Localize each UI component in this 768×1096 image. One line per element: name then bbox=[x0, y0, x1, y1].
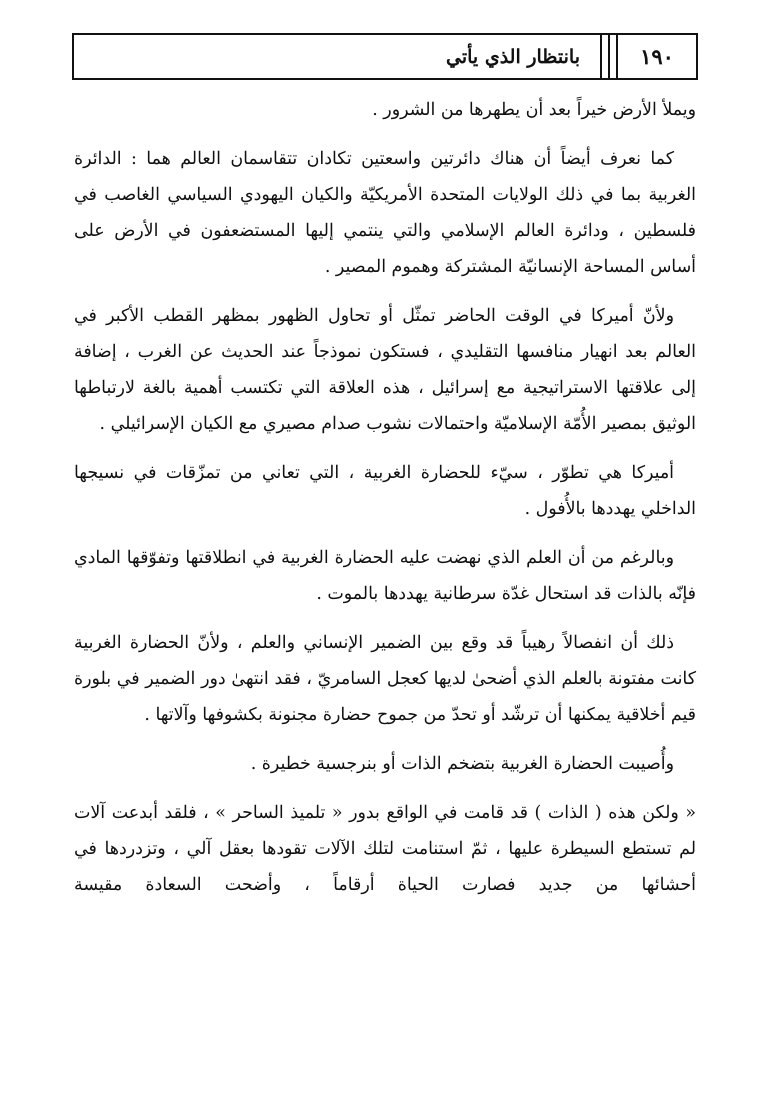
header-divider-rule bbox=[608, 33, 610, 80]
paragraph: كما نعرف أيضاً أن هناك دائرتين واسعتين تكادان تتقاسمان العالم هما : الدائرة الغربية بما في ذلك الولايات المتحدة الأمريكيّة والكيان اليهودي السياسي الغاصب في فلسطين ، ودائرة العالم الإسلامي والتي ينتمي إليها المستضعفون في الأرض على أساس المساحة الإنسانيّة المشتركة وهموم المصير . bbox=[74, 149, 696, 277]
header-divider-rule bbox=[600, 33, 602, 80]
paragraph: وأُصيبت الحضارة الغربية بتضخم الذات أو بنرجسية خطيرة . bbox=[250, 754, 674, 774]
running-header bbox=[72, 33, 698, 80]
paragraph: أميركا هي تطوّر ، سيّء للحضارة الغربية ، التي تعاني من تمزّقات في نسيجها الداخلي يهددها بالأُفول . bbox=[74, 463, 696, 519]
paragraph: وبالرغم من أن العلم الذي نهضت عليه الحضارة الغربية في انطلاقتها وتفوّقها المادي فإنّه بالذات قد استحال غدّة سرطانية يهددها بالموت . bbox=[74, 548, 696, 604]
page-number: ١٩٠ bbox=[640, 44, 674, 69]
paragraph: ذلك أن انفصالاً رهيباً قد وقع بين الضمير الإنساني والعلم ، ولأنّ الحضارة الغربية كانت مفتونة بالعلم الذي أضحىٰ لديها كعجل السامريّ ، فقد انتهىٰ دور الضمير في بلورة قيم أخلاقية يمكنها أن ترشّد أو تحدّ من جموح حضارة مجنونة بكشوفها وآلاتها . bbox=[74, 633, 696, 725]
paragraph: « ولكن هذه ( الذات ) قد قامت في الواقع بدور « تلميذ الساحر » ، فلقد أبدعت آلات لم تستطع السيطرة عليها ، ثمّ استنامت لتلك الآلات تقودها بعقل آلي ، وتزدردها في أحشائها من جديد فصارت الحياة أرقاماً ، وأضحت السعادة مقيسة bbox=[74, 803, 696, 895]
running-title: بانتظار الذي يأتي bbox=[446, 45, 580, 68]
body-text bbox=[74, 92, 696, 903]
paragraph: ويملأ الأرض خيراً بعد أن يطهرها من الشرور . bbox=[372, 100, 696, 120]
paragraph: ولأنّ أميركا في الوقت الحاضر تمثّل أو تحاول الظهور بمظهر القطب الأكبر في العالم بعد انهيار منافسها التقليدي ، فستكون نموذجاً عند الحديث عن الغرب ، إضافة إلى علاقتها الاستراتيجية مع إسرائيل ، هذه العلاقة التي تكتسب أهمية بالغة لارتباطها الوثيق بمصير الأُمّة الإسلاميّة واحتمالات نشوب صدام مصيري مع الكيان الإسرائيلي . bbox=[74, 306, 696, 434]
